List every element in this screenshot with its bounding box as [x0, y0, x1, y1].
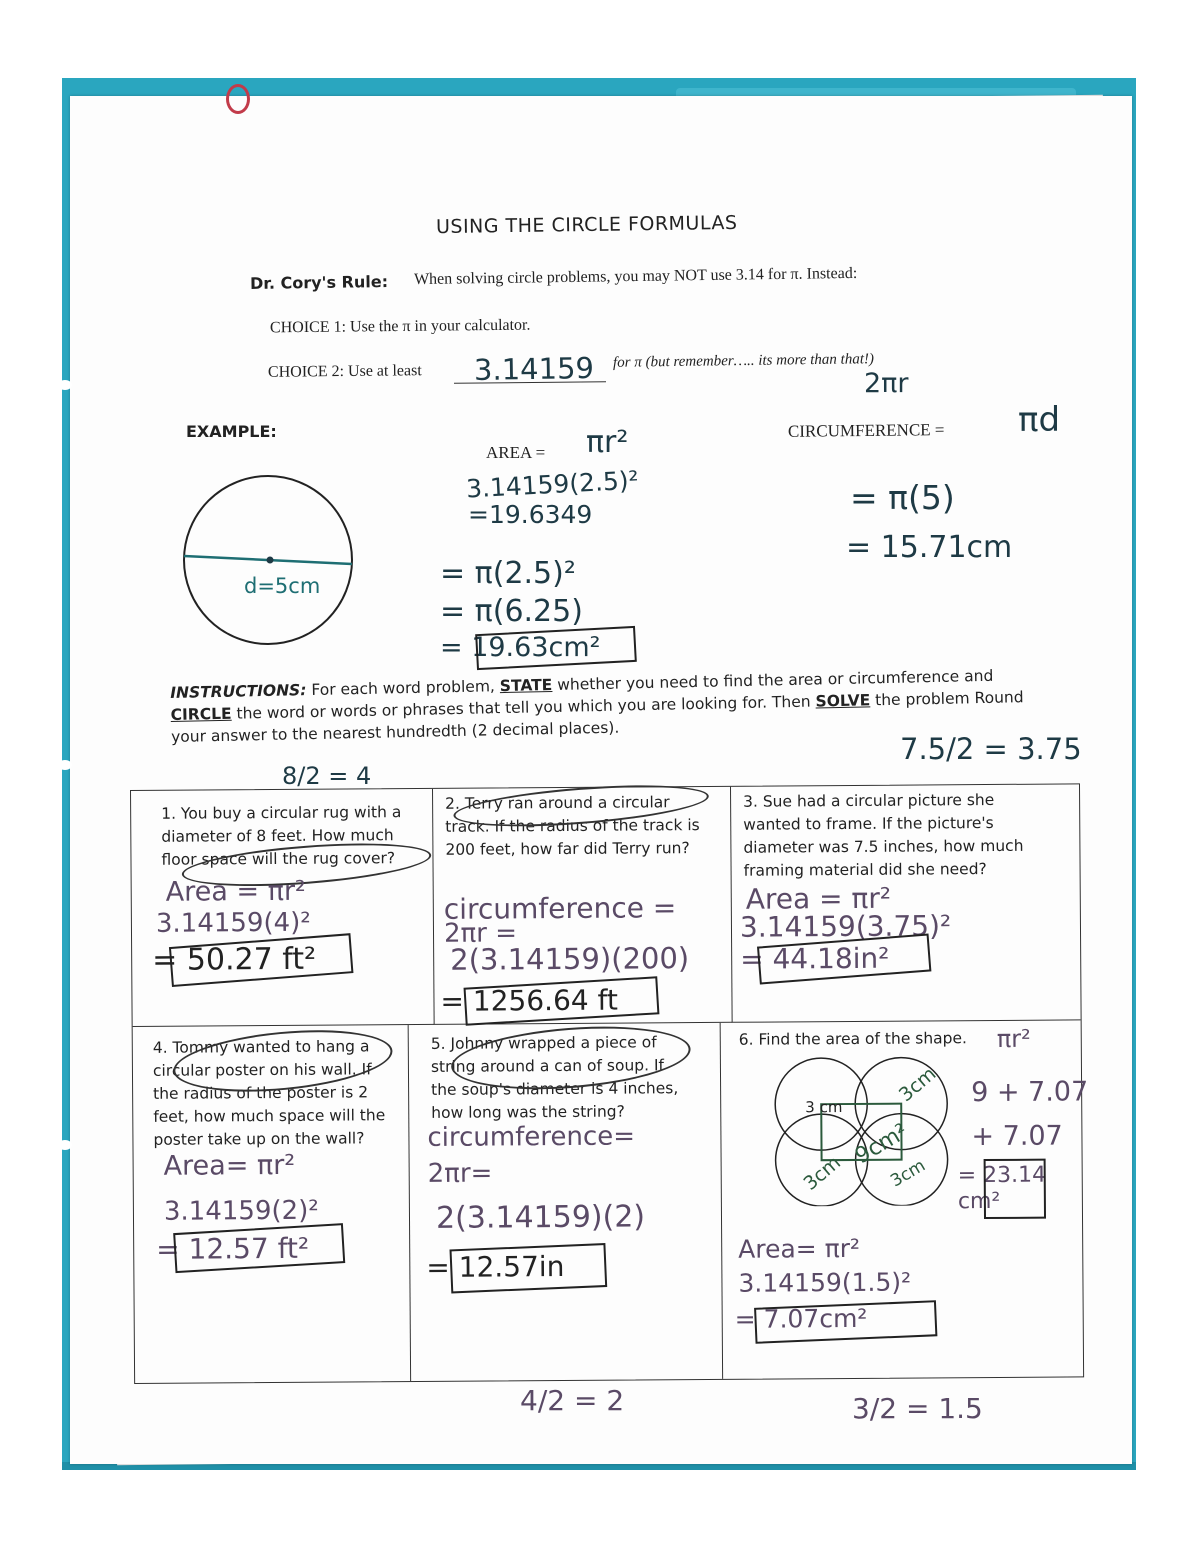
problem-4-work-2: 3.14159(2)² [163, 1195, 319, 1227]
instructions-part-2: whether you need to find the area or circumference and [557, 666, 994, 694]
circumference-formula: πd [1018, 400, 1061, 440]
note-half-diameter: 8/2 = 4 [282, 762, 372, 790]
problem-5-work-3: 2(3.14159)(2) [435, 1199, 646, 1236]
instructions-state: STATE [499, 675, 553, 696]
area-answer-box [475, 626, 637, 670]
problem-3-text: 3. Sue had a circular picture she wanted to frame. If the picture's diameter was 7.5 inches, how much framing material did she need? [743, 790, 1024, 880]
instructions-part-3: the word or words or phrases that tell you which you are looking for. Then [236, 692, 811, 723]
problem-4-text: 4. Tommy wanted to hang a circular poster on his wall. If the radius of the poster is 2 feet, how much space will the poster take up on the wall? [152, 1037, 386, 1149]
problem-6-answer: = 7.07cm² [734, 1303, 868, 1334]
area-work-2: =19.6349 [468, 500, 593, 529]
problem-3-work-2: 3.14159(3.75)² [739, 909, 952, 944]
problem-6-answer-box [754, 1300, 937, 1344]
problem-3-answer: = 44.18in² [740, 941, 890, 976]
problem-6-total: = 23.14 cm² [957, 1162, 1047, 1215]
problem-1 [131, 789, 435, 1027]
problem-5-text: 5. Johnny wrapped a piece of string around a can of soup. If the soup's diameter is 4 inches, how long was the string? [430, 1033, 679, 1122]
problem-3 [731, 784, 1081, 1022]
problem-1-work-2: 3.14159(4)² [155, 907, 311, 939]
problem-6-work-5: 3.14159(1.5)² [738, 1267, 912, 1298]
problem-5-answer-box [449, 1243, 607, 1293]
footer-note-1: 4/2 = 2 [520, 1384, 625, 1417]
area-work-1: 3.14159(2.5)² [465, 465, 640, 504]
note-radius: 7.5/2 = 3.75 [900, 732, 1082, 766]
problem-2-work-3: 2(3.14159)(200) [450, 941, 690, 977]
diameter-label: d=5cm [244, 574, 321, 598]
problem-2-work-1: circumference = [443, 891, 677, 926]
area-work-3: = π(2.5)² [440, 556, 576, 591]
example-circle [180, 472, 360, 652]
choice-2-prefix: CHOICE 2: Use at least [267, 362, 422, 381]
worksheet-title: USING THE CIRCLE FORMULAS [435, 211, 738, 239]
choice-1: CHOICE 1: Use the π in your calculator. [269, 316, 531, 337]
problem-6-work-2: 9 + 7.07 [971, 1076, 1089, 1109]
problem-5 [409, 1023, 723, 1381]
area-work-4: = π(6.25) [440, 594, 583, 629]
problem-6 [721, 1020, 1089, 1379]
problem-2-answer: = 1256.64 ft [440, 983, 619, 1018]
shape-label-area: 9cm² [851, 1119, 913, 1170]
problem-6-text: 6. Find the area of the shape. [738, 1029, 968, 1049]
example-label: EXAMPLE: [186, 422, 277, 441]
problem-grid [130, 783, 1089, 1384]
problem-4-work-1: Area= πr² [163, 1149, 296, 1182]
problem-4 [133, 1025, 411, 1383]
shape-label-1: 3 cm [805, 1098, 843, 1117]
footer-note-2: 3/2 = 1.5 [852, 1392, 983, 1425]
instructions-part-4: the problem Round your answer to the nearest hundredth (2 decimal places). [170, 688, 1024, 746]
instructions-label: INSTRUCTIONS: [170, 681, 307, 702]
problem-2-text: 2. Terry ran around a circular track. If the radius of the track is 200 feet, how far did Terry run? [445, 793, 700, 859]
instructions-circle: CIRCLE [170, 704, 232, 724]
area-answer: = 19.63cm² [440, 632, 601, 663]
choice-2-suffix: for π (but remember….. its more than that!) [612, 351, 875, 371]
problem-1-answer-box [169, 933, 354, 987]
circumference-answer: = 15.71cm [846, 530, 1013, 565]
problem-6-total-box [984, 1159, 1046, 1219]
circumference-work-1: = π(5) [850, 478, 955, 517]
circumference-label: CIRCUMFERENCE = [787, 420, 945, 441]
problem-6-work-4: Area= πr² [738, 1233, 861, 1264]
rule-text: When solving circle problems, you may NOT use 3.14 for π. Instead: [413, 264, 858, 289]
instructions-solve: SOLVE [815, 691, 871, 711]
shape-label-2: 3cm [894, 1062, 941, 1107]
problem-6-work-3: + 7.07 [971, 1120, 1063, 1153]
problem-6-work-1: πr² [996, 1024, 1031, 1053]
problem-4-answer-box [173, 1223, 345, 1273]
problem-5-answer: = 12.57in [426, 1249, 565, 1284]
problem-2-work-2: 2πr = [443, 918, 518, 949]
problem-2 [433, 787, 733, 1025]
problem-4-answer: = 12.57 ft² [156, 1231, 310, 1266]
problem-1-work-1: Area = πr² [165, 875, 306, 908]
area-label: AREA = [486, 443, 546, 462]
problem-1-text: 1. You buy a circular rug with a diameter of 8 feet. How much floor space will the rug cover? [161, 803, 402, 869]
problem-5-work-2: 2πr= [427, 1158, 493, 1189]
shape-label-3: 3cm [799, 1151, 845, 1195]
problem-1-answer: = 50.27 ft² [152, 941, 317, 978]
problem-5-work-1: circumference= [427, 1121, 636, 1153]
area-formula: πr² [586, 425, 629, 460]
rule-label: Dr. Cory's Rule: [249, 272, 389, 293]
shape-label-4: 3cm [887, 1155, 929, 1192]
instructions-part-1: For each word problem, [311, 677, 496, 700]
choice-2-answer: 3.14159 [473, 350, 595, 388]
problem-3-work-1: Area = πr² [745, 881, 892, 916]
circumference-formula-alt: 2πr [864, 368, 909, 399]
